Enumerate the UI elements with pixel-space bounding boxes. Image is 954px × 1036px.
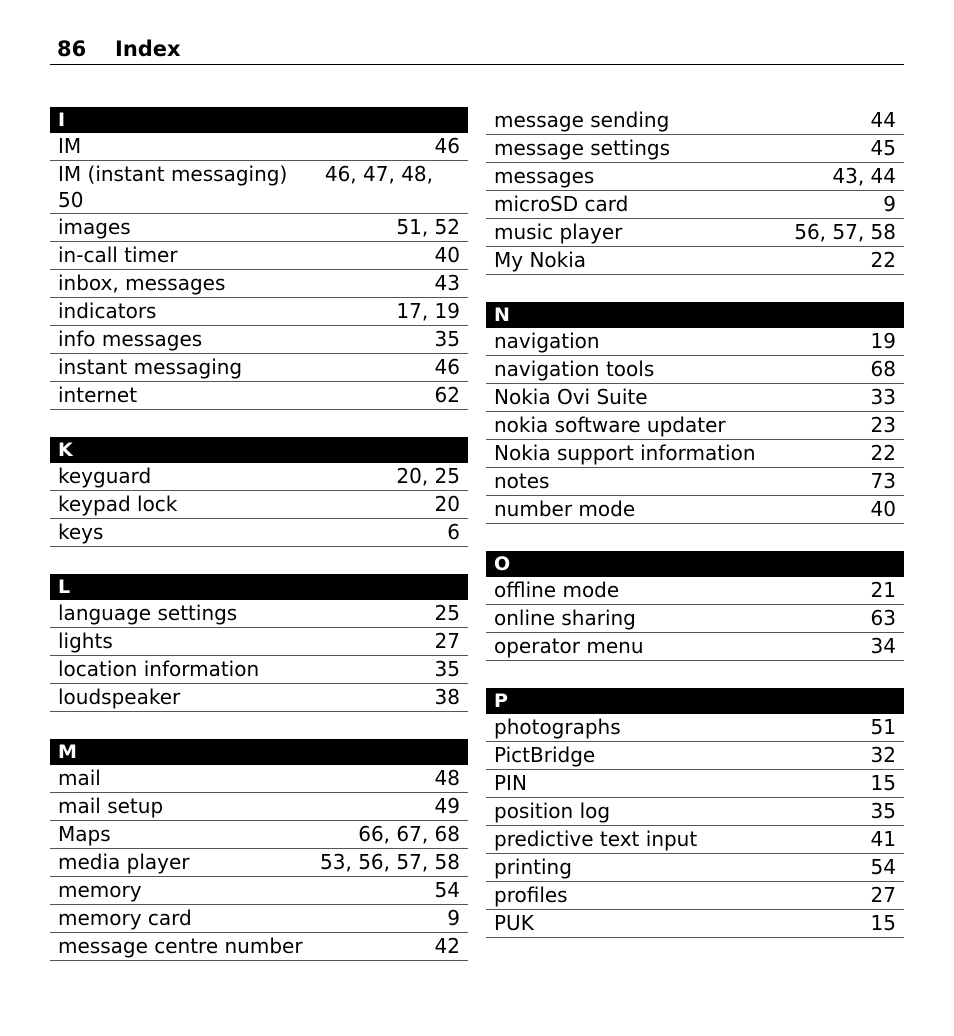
entry-pages-continuation: 50 — [58, 188, 84, 212]
index-entry — [50, 463, 468, 491]
entry-term: nokia software updater — [494, 413, 726, 437]
entry-term: Maps — [58, 822, 111, 846]
entry-term: loudspeaker — [58, 685, 181, 709]
index-entry — [486, 328, 904, 356]
section-letter-l: L — [50, 574, 468, 600]
index-entry — [50, 849, 468, 877]
index-entry — [486, 770, 904, 798]
entry-term: My Nokia — [494, 248, 587, 272]
entry-term: message settings — [494, 136, 670, 160]
entry-term: lights — [58, 629, 113, 653]
index-entry — [50, 270, 468, 298]
entry-pages: 48 — [434, 766, 460, 790]
entry-pages: 23 — [870, 413, 896, 437]
section-letter-m: M — [50, 739, 468, 765]
entry-pages: 32 — [870, 743, 896, 767]
index-entry — [50, 382, 468, 410]
entry-pages: 51 — [870, 715, 896, 739]
entry-term: microSD card — [494, 192, 629, 216]
index-entry — [50, 354, 468, 382]
entry-term: instant messaging — [58, 355, 243, 379]
index-entry — [50, 242, 468, 270]
entry-pages: 34 — [870, 634, 896, 658]
entry-pages: 44 — [870, 108, 896, 132]
index-entry — [486, 714, 904, 742]
entry-pages: 35 — [434, 327, 460, 351]
index-entry — [486, 826, 904, 854]
entry-term: IM — [58, 134, 82, 158]
index-entry — [486, 163, 904, 191]
entry-term: position log — [494, 799, 611, 823]
entry-pages: 19 — [870, 329, 896, 353]
entry-term: IM (instant messaging) — [58, 162, 288, 186]
entry-pages: 35 — [870, 799, 896, 823]
index-entry — [486, 468, 904, 496]
entry-pages: 20, 25 — [396, 464, 460, 488]
page-number: 86 — [57, 37, 87, 61]
entry-pages: 33 — [870, 385, 896, 409]
entry-term: mail — [58, 766, 101, 790]
entry-term: notes — [494, 469, 550, 493]
entry-pages: 46, 47, 48, — [324, 162, 433, 186]
index-entry — [50, 628, 468, 656]
index-entry — [486, 107, 904, 135]
page-title: Index — [115, 37, 181, 61]
section-gap — [486, 275, 904, 302]
index-entry — [50, 933, 468, 961]
entry-pages: 42 — [434, 934, 460, 958]
entry-pages: 6 — [447, 520, 460, 544]
entry-term: keyguard — [58, 464, 152, 488]
entry-term: in-call timer — [58, 243, 178, 267]
index-entry — [50, 656, 468, 684]
entry-pages: 54 — [434, 878, 460, 902]
index-entry — [486, 605, 904, 633]
entry-pages: 27 — [870, 883, 896, 907]
section-letter-o: O — [486, 551, 904, 577]
index-column-left — [50, 107, 468, 961]
index-entry — [486, 356, 904, 384]
index-entry — [50, 793, 468, 821]
index-entry — [486, 247, 904, 275]
entry-pages: 51, 52 — [396, 215, 460, 239]
entry-term: memory — [58, 878, 142, 902]
index-entry — [486, 191, 904, 219]
index-entry — [486, 742, 904, 770]
entry-term: Nokia support information — [494, 441, 756, 465]
entry-term: online sharing — [494, 606, 636, 630]
entry-term: language settings — [58, 601, 238, 625]
section-gap — [50, 410, 468, 437]
index-entry — [50, 519, 468, 547]
index-entry — [486, 135, 904, 163]
entry-term: PUK — [494, 911, 534, 935]
entry-pages: 15 — [870, 911, 896, 935]
index-entry — [486, 798, 904, 826]
index-entry — [486, 384, 904, 412]
entry-pages: 68 — [870, 357, 896, 381]
entry-term: profiles — [494, 883, 568, 907]
entry-pages: 41 — [870, 827, 896, 851]
index-entry — [486, 882, 904, 910]
entry-term: PictBridge — [494, 743, 596, 767]
entry-pages: 9 — [883, 192, 896, 216]
entry-pages: 9 — [447, 906, 460, 930]
section-letter-i: I — [50, 107, 468, 133]
index-entry — [486, 633, 904, 661]
section-gap — [486, 524, 904, 551]
entry-term: printing — [494, 855, 572, 879]
entry-term: inbox, messages — [58, 271, 226, 295]
entry-term: messages — [494, 164, 595, 188]
entry-pages: 49 — [434, 794, 460, 818]
entry-pages: 54 — [870, 855, 896, 879]
entry-pages: 20 — [434, 492, 460, 516]
index-entry — [486, 910, 904, 938]
page-header — [50, 34, 904, 65]
entry-term: images — [58, 215, 131, 239]
entry-pages: 21 — [870, 578, 896, 602]
section-letter-p: P — [486, 688, 904, 714]
entry-term: Nokia Ovi Suite — [494, 385, 648, 409]
index-entry — [50, 298, 468, 326]
index-entry — [486, 577, 904, 605]
entry-term: message centre number — [58, 934, 303, 958]
entry-term: info messages — [58, 327, 203, 351]
entry-term: operator menu — [494, 634, 644, 658]
section-gap — [50, 547, 468, 574]
index-entry — [50, 877, 468, 905]
entry-pages: 46 — [434, 134, 460, 158]
entry-term: music player — [494, 220, 623, 244]
index-entry — [50, 214, 468, 242]
section-letter-n: N — [486, 302, 904, 328]
entry-term: photographs — [494, 715, 621, 739]
entry-term: offline mode — [494, 578, 620, 602]
index-entry — [50, 905, 468, 933]
index-entry — [50, 161, 468, 214]
entry-pages: 66, 67, 68 — [358, 822, 460, 846]
index-entry — [50, 765, 468, 793]
entry-pages: 56, 57, 58 — [794, 220, 896, 244]
index-entry — [50, 133, 468, 161]
entry-pages: 73 — [870, 469, 896, 493]
entry-pages: 22 — [870, 248, 896, 272]
index-entry — [486, 412, 904, 440]
entry-term: PIN — [494, 771, 527, 795]
entry-term: predictive text input — [494, 827, 698, 851]
entry-term: navigation tools — [494, 357, 655, 381]
entry-term: location information — [58, 657, 260, 681]
index-column-right — [486, 107, 904, 938]
entry-pages: 40 — [434, 243, 460, 267]
entry-term: navigation — [494, 329, 600, 353]
entry-term: keypad lock — [58, 492, 178, 516]
index-entry — [50, 600, 468, 628]
entry-pages: 45 — [870, 136, 896, 160]
entry-pages: 38 — [434, 685, 460, 709]
index-entry — [486, 219, 904, 247]
index-entry — [50, 684, 468, 712]
entry-term: keys — [58, 520, 104, 544]
entry-pages: 62 — [434, 383, 460, 407]
index-entry — [486, 440, 904, 468]
entry-pages: 63 — [870, 606, 896, 630]
entry-term: media player — [58, 850, 190, 874]
entry-term: message sending — [494, 108, 670, 132]
entry-pages: 22 — [870, 441, 896, 465]
entry-pages: 43 — [434, 271, 460, 295]
index-entry — [50, 821, 468, 849]
entry-term: memory card — [58, 906, 192, 930]
entry-pages: 35 — [434, 657, 460, 681]
entry-term: indicators — [58, 299, 157, 323]
entry-pages: 25 — [434, 601, 460, 625]
entry-pages: 17, 19 — [396, 299, 460, 323]
entry-pages: 27 — [434, 629, 460, 653]
entry-term: number mode — [494, 497, 636, 521]
index-entry — [486, 854, 904, 882]
section-gap — [50, 712, 468, 739]
entry-term: internet — [58, 383, 138, 407]
index-entry — [50, 326, 468, 354]
entry-pages: 46 — [434, 355, 460, 379]
section-letter-k: K — [50, 437, 468, 463]
entry-pages: 40 — [870, 497, 896, 521]
entry-pages: 53, 56, 57, 58 — [320, 850, 460, 874]
entry-term: mail setup — [58, 794, 164, 818]
index-entry — [486, 496, 904, 524]
entry-pages: 15 — [870, 771, 896, 795]
entry-pages: 43, 44 — [832, 164, 896, 188]
section-gap — [486, 661, 904, 688]
index-entry — [50, 491, 468, 519]
